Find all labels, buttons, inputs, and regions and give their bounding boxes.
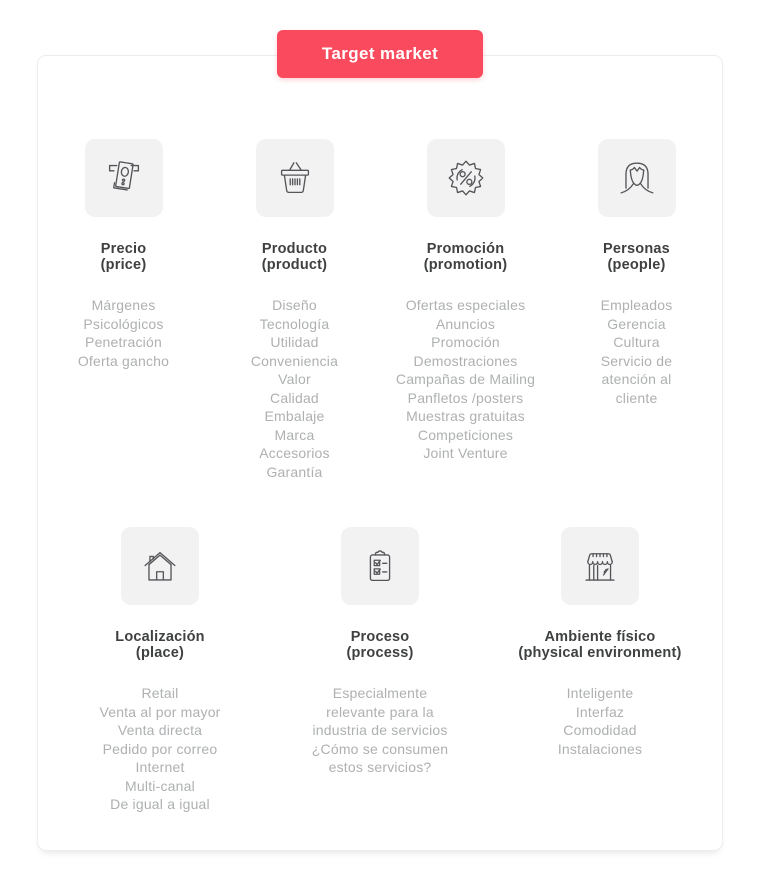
column-title: Personas (603, 241, 670, 257)
discount-badge-icon (443, 155, 489, 201)
target-market-label: Target market (321, 44, 439, 63)
marketing-column (38, 139, 209, 527)
list-item: Gerencia (607, 315, 666, 332)
list-item: Calidad (270, 389, 319, 406)
column-title: Precio (100, 241, 147, 257)
list-item: Servicio de atención al cliente (600, 352, 673, 406)
column-title-block (209, 241, 380, 273)
column-title-block (380, 241, 551, 273)
list-item: Muestras gratuitas (406, 408, 525, 424)
column-items (38, 296, 209, 370)
list-item: Márgenes (91, 297, 156, 313)
column-title: Ambiente físico (544, 629, 656, 645)
list-item: Embalaje (264, 408, 325, 424)
list-item: Internet (135, 759, 185, 775)
list-item: Comodidad (563, 722, 637, 738)
column-items (50, 684, 270, 814)
column-title-block (490, 629, 710, 661)
house-icon (137, 543, 183, 589)
column-title: Proceso (350, 629, 410, 645)
list-item: Garantía (266, 463, 323, 480)
banknote-icon (101, 155, 147, 201)
column-items (304, 684, 456, 777)
column-title-block (270, 629, 490, 661)
column-items (380, 296, 551, 463)
list-item: Retail (141, 685, 179, 701)
column-subtitle: (promotion) (423, 257, 508, 273)
column-subtitle: (place) (135, 645, 185, 661)
column-title: Producto (261, 241, 328, 257)
icon-box (85, 139, 163, 217)
icon-box (427, 139, 505, 217)
target-market-badge (277, 30, 483, 78)
icon-box (256, 139, 334, 217)
column-subtitle: (product) (261, 257, 328, 273)
storefront-icon (577, 543, 623, 589)
list-item: Cultura (613, 334, 660, 350)
marketing-column (209, 139, 380, 527)
list-item: Accesorios (259, 445, 330, 461)
list-item: Campañas de Mailing (395, 371, 536, 387)
list-item: Promoción (431, 334, 500, 350)
marketing-column (380, 139, 551, 527)
list-item: Competiciones (417, 426, 514, 443)
column-title-block (551, 241, 722, 273)
column-title: Localización (115, 629, 205, 645)
list-item: Empleados (600, 297, 673, 313)
marketing-row-bottom (38, 527, 722, 814)
column-subtitle: (physical environment) (518, 645, 682, 661)
list-item: Inteligente (566, 685, 634, 701)
list-item: Venta al por mayor (99, 703, 221, 720)
list-item: Diseño (272, 297, 317, 313)
marketing-column (270, 527, 490, 814)
list-item: Conveniencia (250, 352, 339, 369)
icon-box (598, 139, 676, 217)
list-item: Oferta gancho (77, 352, 170, 369)
clipboard-checklist-icon (357, 543, 403, 589)
list-item: Demostraciones (413, 352, 518, 369)
marketing-mix-card (37, 55, 723, 851)
icon-box (121, 527, 199, 605)
marketing-row-top (38, 139, 722, 527)
column-subtitle: (process) (346, 645, 414, 661)
marketing-column (50, 527, 270, 814)
list-item: Interfaz (575, 703, 625, 720)
list-item: Panfletos /posters (407, 389, 524, 406)
list-item: Especialmente relevante para la industria de servicios (312, 685, 448, 738)
list-item: De igual a igual (110, 796, 210, 812)
list-item: ¿Cómo se consumen estos servicios? (311, 740, 449, 775)
person-icon (614, 155, 660, 201)
icon-box (341, 527, 419, 605)
list-item: Venta directa (117, 722, 203, 738)
column-subtitle: (price) (100, 257, 147, 273)
column-items (587, 296, 687, 407)
list-item: Tecnología (259, 315, 330, 332)
marketing-column (551, 139, 722, 527)
shopping-basket-icon (272, 155, 318, 201)
column-title: Promoción (426, 241, 505, 257)
list-item: Penetración (85, 334, 162, 350)
list-item: Valor (278, 371, 311, 387)
list-item: Anuncios (435, 315, 496, 332)
column-items (209, 296, 380, 481)
list-item: Marca (274, 426, 315, 443)
list-item: Multi-canal (125, 777, 195, 794)
column-items (490, 684, 710, 758)
list-item: Utilidad (270, 334, 319, 350)
column-title-block (50, 629, 270, 661)
list-item: Psicológicos (83, 315, 164, 332)
list-item: Ofertas especiales (405, 297, 526, 313)
list-item: Joint Venture (423, 445, 508, 461)
column-subtitle: (people) (607, 257, 666, 273)
list-item: Instalaciones (557, 740, 643, 757)
icon-box (561, 527, 639, 605)
list-item: Pedido por correo (102, 740, 218, 757)
marketing-column (490, 527, 710, 814)
column-title-block (38, 241, 209, 273)
